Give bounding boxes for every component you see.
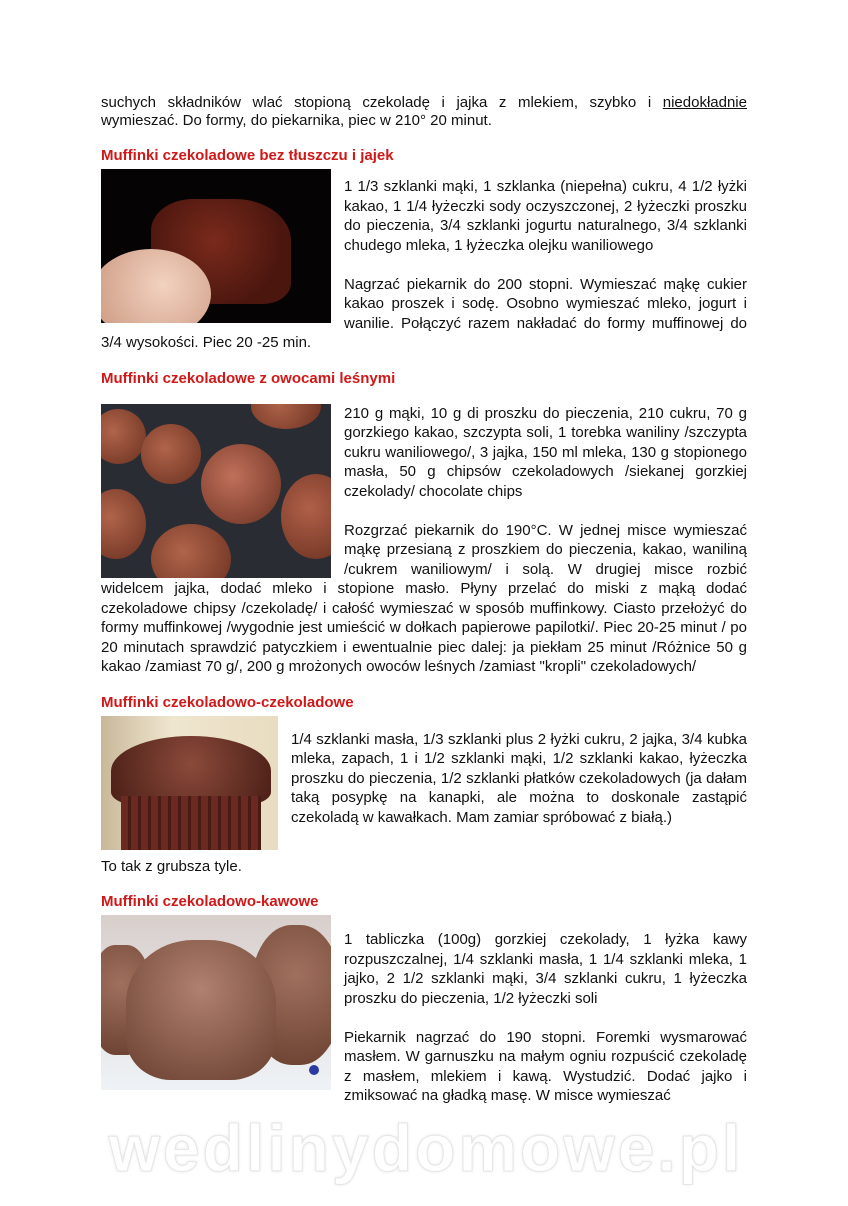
muffin-photo <box>101 915 331 1090</box>
document-page <box>101 0 747 1206</box>
intro-text-end: wymieszać. Do formy, do piekarnika, piec w 210° 20 minut. <box>101 112 492 129</box>
method-text: Nagrzać piekarnik do 200 stopni. Wymieszać mąkę cukier kakao proszek i sodę. Osobno wymieszać mleko, jogurt i wanilie. Połączyć razem nakładać do formy muffinowej do 3/4 wysokości. Piec 20 -25 min. <box>101 275 747 351</box>
ingredients-text: 1 1/3 szklanki mąki, 1 szklanka (niepełna) cukru, 4 1/2 łyżki kakao, 1 1/4 łyżeczki sody oczyszczonej, 2 łyżeczki proszku do pieczenia, 3/4 szklanki jogurtu naturalnego, 3/4 szklanki chudego mleka, 1 łyżeczka olejku waniliowego <box>344 178 747 254</box>
ingredients-text: 210 g mąki, 10 g di proszku do pieczenia, 210 cukru, 70 g gorzkiego kakao, szczypta soli, 1 torebka waniliny /szczypta cukru waniliowego/, 3 jajka, 150 ml mleka, 130 g stopionego masła, 50 g chipsów czekoladowych /siekanej gorzkiej czekolady/ chocolate chips <box>344 404 747 500</box>
method-text: Rozgrzać piekarnik do 190°C. W jednej misce wymieszać mąkę przesianą z proszkiem do pieczenia, kakao, waniliną /cukrem waniliowym/ i solą. W drugiej misce rozbić widelcem jajka, dodać mleko i stopione masło. Płyny przelać do miski z mąką dodać czekoladowe chipsy /czekoladę/ i całość wymieszać w sposób muffinkowy. Ciasto przełożyć do formy muffinkowej /wygodnie jest umieścić w dołkach papierowe papilotki/. Piec 20-25 minut / po 20 minutach sprawdzić patyczkiem i ewentualnie piec dalej: ja piekłam 25 minut /Różnice 50 g kakao /zamiast 70 g/, 200 g mrożonych owoców leśnych /zamiast "kropli" czekoladowych/ <box>101 521 747 675</box>
muffin-photo <box>101 169 331 323</box>
method-text: Piekarnik nagrzać do 190 stopni. Foremki wysmarować masłem. W garnuszku na małym ogniu rozpuścić czekoladę z masłem, mlekiem i kawą. Wystudzić. Dodać jajko i zmiksować na gładką masę. W misce wymieszać <box>344 1028 747 1104</box>
ingredients-text: 1 tabliczka (100g) gorzkiej czekolady, 1 łyżka kawy rozpuszczalnej, 1/4 szklanki masła, 1 1/4 szklanki mleka, 1 jajko, 2 1/2 szklanki mąki, 3/4 szklanki cukru, 1 łyżeczka proszku do pieczenia, 1/2 łyżeczki soli <box>344 931 747 1007</box>
intro-paragraph <box>101 94 747 130</box>
recipe-title: Muffinki czekoladowo-czekoladowe <box>101 693 354 711</box>
recipe-title: Muffinki czekoladowe bez tłuszczu i jajek <box>101 147 394 164</box>
intro-underlined: niedokładnie <box>662 94 747 111</box>
closing-text: To tak z grubsza tyle. <box>101 857 242 875</box>
recipe-title: Muffinki czekoladowe z owocami leśnymi <box>101 369 396 387</box>
recipe-body <box>101 169 747 353</box>
muffin-tray-photo <box>101 404 331 578</box>
recipe-body <box>101 716 747 877</box>
recipe-body <box>101 915 747 1106</box>
watermark: wedlinydomowe.pl <box>108 1110 744 1185</box>
recipe-body <box>101 404 747 677</box>
recipe-title: Muffinki czekoladowo-kawowe <box>101 893 319 910</box>
intro-text: suchych składników wlać stopioną czekoladę i jajka z mlekiem, szybko i <box>101 94 663 111</box>
muffin-photo <box>101 716 278 850</box>
zoom-icon <box>309 1065 319 1075</box>
ingredients-text: 1/4 szklanki masła, 1/3 szklanki plus 2 łyżki cukru, 2 jajka, 3/4 kubka mleka, zapach, 1 i 1/2 szklanki mąki, 1/2 szklanki kakao, łyżeczka proszku do pieczenia, 1/2 szklanki płatków czekoladowych (ja dałam taką posypkę na kanapki, ale można to doskonale zastąpić czekoladą w kawałkach. Mam zamiar spróbować z białą.) <box>291 730 747 826</box>
